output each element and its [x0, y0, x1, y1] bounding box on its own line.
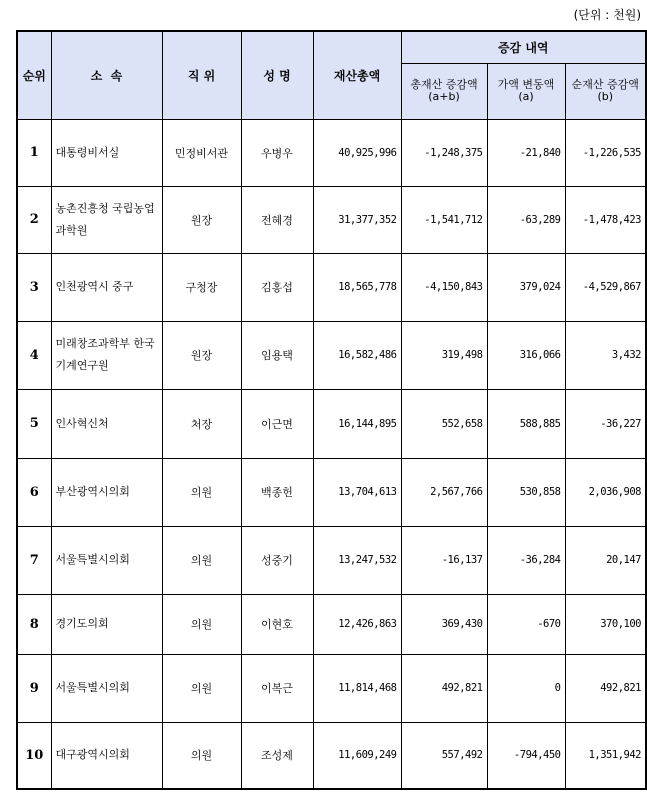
- total-change-cell: -1,248,375: [401, 119, 487, 186]
- header-position: 직 위: [162, 31, 241, 119]
- header-net-change: 순재산 증감액 (b): [565, 63, 646, 119]
- position-cell: 처장: [162, 389, 241, 458]
- price-change-cell: 588,885: [487, 389, 565, 458]
- name-cell: 이현호: [241, 594, 313, 654]
- net-change-cell: 20,147: [565, 526, 646, 594]
- price-change-cell: -21,840: [487, 119, 565, 186]
- rank-cell: 7: [17, 526, 51, 594]
- total-cell: 16,144,895: [313, 389, 401, 458]
- rank-cell: 3: [17, 253, 51, 321]
- total-cell: 12,426,863: [313, 594, 401, 654]
- position-cell: 의원: [162, 654, 241, 722]
- table-row: [17, 654, 646, 722]
- asset-ranking-table: [16, 30, 647, 790]
- org-cell: 대구광역시의회: [51, 722, 162, 789]
- table-row: [17, 594, 646, 654]
- total-cell: 18,565,778: [313, 253, 401, 321]
- name-cell: 성중기: [241, 526, 313, 594]
- rank-cell: 10: [17, 722, 51, 789]
- table-row: [17, 253, 646, 321]
- total-change-cell: -4,150,843: [401, 253, 487, 321]
- price-change-cell: -63,289: [487, 186, 565, 253]
- total-change-cell: 2,567,766: [401, 458, 487, 526]
- name-cell: 전혜경: [241, 186, 313, 253]
- total-change-cell: -1,541,712: [401, 186, 487, 253]
- total-change-cell: 557,492: [401, 722, 487, 789]
- rank-cell: 6: [17, 458, 51, 526]
- total-cell: 13,704,613: [313, 458, 401, 526]
- name-cell: 임용택: [241, 321, 313, 389]
- table-row: [17, 186, 646, 253]
- price-change-cell: 316,066: [487, 321, 565, 389]
- header-total-change: 총재산 증감액 (a+b): [401, 63, 487, 119]
- net-change-cell: -1,226,535: [565, 119, 646, 186]
- rank-cell: 5: [17, 389, 51, 458]
- header-change-group: 증감 내역: [401, 31, 646, 63]
- total-cell: 31,377,352: [313, 186, 401, 253]
- position-cell: 의원: [162, 722, 241, 789]
- header-total: 재산총액: [313, 31, 401, 119]
- unit-note: (단위 : 천원): [573, 8, 641, 22]
- org-cell: 서울특별시의회: [51, 526, 162, 594]
- org-cell: 경기도의회: [51, 594, 162, 654]
- price-change-cell: 0: [487, 654, 565, 722]
- name-cell: 이근면: [241, 389, 313, 458]
- price-change-cell: 379,024: [487, 253, 565, 321]
- total-change-cell: 552,658: [401, 389, 487, 458]
- table-row: [17, 526, 646, 594]
- price-change-cell: -36,284: [487, 526, 565, 594]
- net-change-cell: -36,227: [565, 389, 646, 458]
- org-cell: 서울특별시의회: [51, 654, 162, 722]
- org-cell: 대통령비서실: [51, 119, 162, 186]
- header-name: 성 명: [241, 31, 313, 119]
- net-change-cell: 1,351,942: [565, 722, 646, 789]
- net-change-cell: 492,821: [565, 654, 646, 722]
- org-cell: 인천광역시 중구: [51, 253, 162, 321]
- table-row: [17, 321, 646, 389]
- net-change-cell: -1,478,423: [565, 186, 646, 253]
- org-cell: 부산광역시의회: [51, 458, 162, 526]
- total-cell: 11,814,468: [313, 654, 401, 722]
- total-change-cell: 319,498: [401, 321, 487, 389]
- total-change-cell: -16,137: [401, 526, 487, 594]
- rank-cell: 4: [17, 321, 51, 389]
- table-row: [17, 389, 646, 458]
- name-cell: 우병우: [241, 119, 313, 186]
- position-cell: 원장: [162, 321, 241, 389]
- table-row: [17, 722, 646, 789]
- name-cell: 백종헌: [241, 458, 313, 526]
- net-change-cell: 2,036,908: [565, 458, 646, 526]
- header-org: 소 속: [51, 31, 162, 119]
- net-change-cell: -4,529,867: [565, 253, 646, 321]
- total-change-cell: 369,430: [401, 594, 487, 654]
- org-cell: 인사혁신처: [51, 389, 162, 458]
- org-cell: 농촌진흥청 국립농업과학원: [51, 186, 162, 253]
- price-change-cell: -794,450: [487, 722, 565, 789]
- rank-cell: 2: [17, 186, 51, 253]
- net-change-cell: 370,100: [565, 594, 646, 654]
- total-cell: 16,582,486: [313, 321, 401, 389]
- rank-cell: 8: [17, 594, 51, 654]
- total-cell: 13,247,532: [313, 526, 401, 594]
- header-rank: 순위: [17, 31, 51, 119]
- price-change-cell: -670: [487, 594, 565, 654]
- name-cell: 김홍섭: [241, 253, 313, 321]
- total-cell: 11,609,249: [313, 722, 401, 789]
- header-price-change: 가액 변동액 (a): [487, 63, 565, 119]
- rank-cell: 9: [17, 654, 51, 722]
- position-cell: 원장: [162, 186, 241, 253]
- position-cell: 의원: [162, 594, 241, 654]
- net-change-cell: 3,432: [565, 321, 646, 389]
- position-cell: 민정비서관: [162, 119, 241, 186]
- position-cell: 의원: [162, 458, 241, 526]
- total-change-cell: 492,821: [401, 654, 487, 722]
- price-change-cell: 530,858: [487, 458, 565, 526]
- total-cell: 40,925,996: [313, 119, 401, 186]
- table-row: [17, 458, 646, 526]
- name-cell: 조성제: [241, 722, 313, 789]
- name-cell: 이복근: [241, 654, 313, 722]
- rank-cell: 1: [17, 119, 51, 186]
- position-cell: 의원: [162, 526, 241, 594]
- org-cell: 미래창조과학부 한국기계연구원: [51, 321, 162, 389]
- position-cell: 구청장: [162, 253, 241, 321]
- table-row: [17, 119, 646, 186]
